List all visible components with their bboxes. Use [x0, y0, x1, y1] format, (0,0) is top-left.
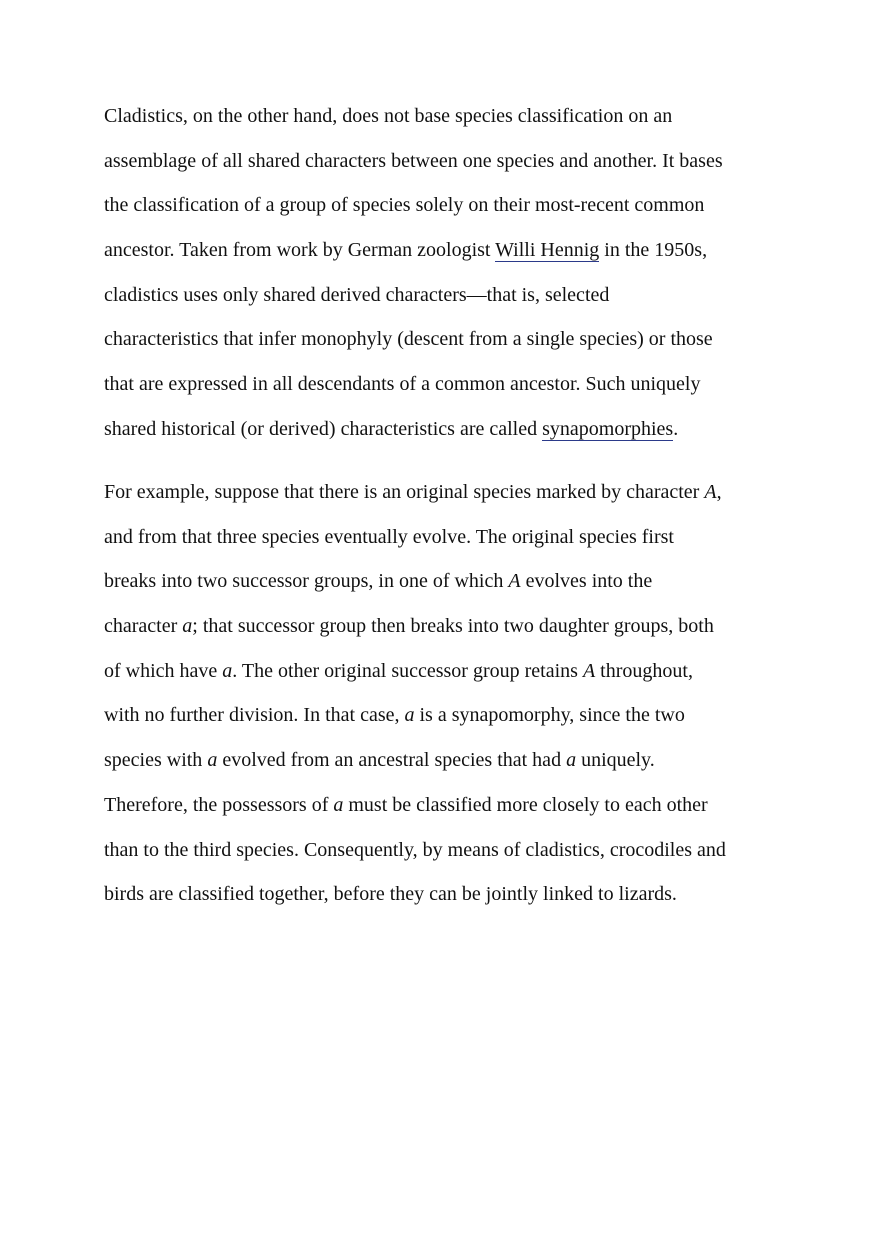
text-segment: breaks into two successor groups, in one of which [104, 570, 509, 593]
variable-a: a [182, 615, 193, 638]
variable-a: a [404, 704, 415, 727]
text-segment: must be classified more closely to each other [343, 793, 708, 816]
text-segment: throughout, [595, 659, 693, 682]
link-willi-hennig[interactable]: Willi Hennig [495, 239, 600, 262]
text-line: cladistics uses only shared derived characters—that is, selected [104, 283, 610, 306]
text-line [104, 559, 784, 604]
text-line [104, 470, 784, 515]
text-segment: with no further division. In that case, [104, 704, 405, 727]
text-line [104, 604, 784, 649]
text-line [104, 649, 784, 694]
text-segment: For example, suppose that there is an original species marked by character [104, 481, 705, 503]
text-line: that are expressed in all descendants of a common ancestor. Such uniquely [104, 373, 701, 396]
text-segment: uniquely. [576, 749, 655, 772]
text-line [104, 783, 784, 828]
text-segment: Therefore, the possessors of [104, 793, 334, 816]
text-line [104, 693, 784, 738]
variable-a: a [207, 749, 218, 772]
text-segment: ; that successor group then breaks into two daughter groups, both [192, 615, 714, 638]
text-segment: . [673, 417, 679, 440]
text-segment: ancestor. Taken from work by German zoologist [104, 239, 496, 262]
variable-a: a [222, 659, 233, 682]
text-segment: evolves into the [520, 570, 653, 593]
text-segment: is a synapomorphy, since the two [414, 704, 685, 727]
variable-a: a [333, 793, 344, 816]
text-segment: species with [104, 749, 208, 772]
text-line: assemblage of all shared characters between one species and another. It bases [104, 149, 723, 172]
link-synapomorphies[interactable]: synapomorphies [542, 417, 674, 440]
text-segment: shared historical (or derived) characteristics are called [104, 417, 543, 440]
variable-A: A [704, 481, 717, 503]
text-line: and from that three species eventually evolve. The original species first [104, 525, 674, 548]
text-segment: character [104, 615, 183, 638]
text-line [104, 407, 784, 452]
text-line: birds are classified together, before they can be jointly linked to lizards. [104, 883, 677, 906]
text-line: than to the third species. Consequently, by means of cladistics, crocodiles and [104, 838, 726, 861]
text-segment: , [716, 481, 722, 503]
paragraph-cladistics-definition [104, 94, 784, 452]
variable-a: a [566, 749, 577, 772]
text-line: characteristics that infer monophyly (descent from a single species) or those [104, 328, 713, 351]
variable-A: A [582, 659, 596, 682]
text-line [104, 228, 784, 273]
text-segment: in the 1950s, [599, 239, 708, 262]
text-line: the classification of a group of species solely on their most-recent common [104, 194, 705, 217]
variable-A: A [508, 570, 521, 593]
text-segment: evolved from an ancestral species that had [217, 749, 567, 772]
text-segment: . The other original successor group retains [232, 659, 583, 682]
text-segment: of which have [104, 659, 223, 682]
text-line [104, 738, 784, 783]
paragraph-example [104, 470, 784, 917]
text-line: Cladistics, on the other hand, does not base species classification on an [104, 105, 673, 127]
